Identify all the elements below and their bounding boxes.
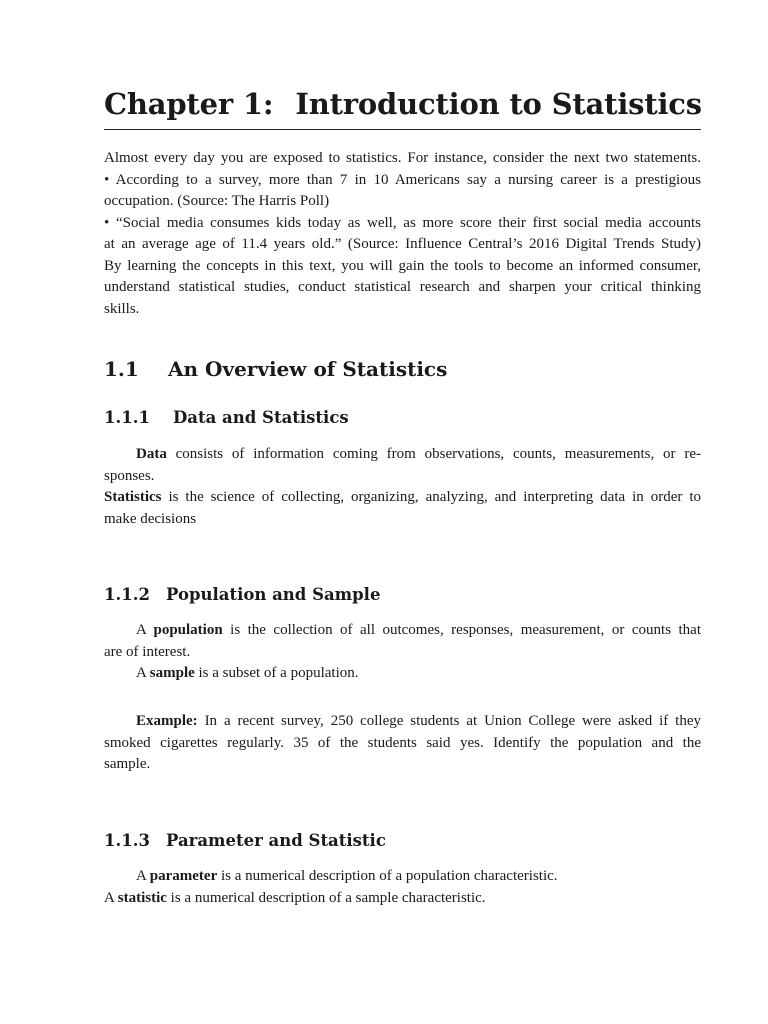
- definition-line: [104, 888, 701, 910]
- term-statistics: Statistics: [104, 489, 162, 505]
- term-data: Data: [136, 446, 167, 462]
- population-definition: [104, 620, 701, 685]
- term-statistic: statistic: [117, 889, 167, 906]
- definition-line: sponses.: [104, 467, 155, 484]
- subsection-heading: [104, 829, 386, 853]
- definition-text: A: [136, 868, 150, 884]
- definition-text: is a numerical description of a population characteristic.: [217, 868, 558, 884]
- example-line: sample.: [104, 756, 151, 772]
- term-parameter: parameter: [149, 868, 218, 884]
- definition-text: is a numerical description of a sample characteristic.: [166, 889, 486, 906]
- intro-line: at an average age of 11.4 years old.” (Source: Influence Central’s 2016 Digital Trends Study): [104, 236, 701, 252]
- definition-text: A: [136, 622, 154, 638]
- definition-text: is the collection of all outcomes, responses, measurement, or counts that: [222, 622, 701, 638]
- term-population: population: [153, 622, 223, 638]
- example-label: Example:: [136, 713, 198, 729]
- subsection-title: Data and Statistics: [173, 408, 349, 427]
- chapter-title-text: Introduction to Statistics: [295, 87, 702, 121]
- definition-line: [104, 866, 701, 888]
- intro-paragraph: [104, 148, 701, 320]
- definition-text: is a subset of a population.: [194, 665, 359, 681]
- data-definition: [104, 444, 701, 530]
- subsection-title: Parameter and Statistic: [166, 831, 386, 850]
- example-paragraph: [104, 711, 701, 776]
- intro-line: understand statistical studies, conduct statistical research and sharpen your critical thinking: [104, 279, 701, 295]
- definition-text: is the science of collecting, organizing, analyzing, and interpreting data in order to: [161, 489, 701, 505]
- definition-line: [104, 487, 701, 509]
- section-heading: [104, 355, 447, 383]
- intro-line: • According to a survey, more than 7 in 10 Americans say a nursing career is a prestigious: [104, 171, 701, 188]
- subsection-number: 1.1.3: [104, 831, 150, 850]
- subsection-heading: [104, 583, 380, 607]
- term-sample: sample: [149, 665, 195, 681]
- definition-text: consists of information coming from observations, counts, measurements, or re-: [166, 446, 701, 462]
- section-number: 1.1: [104, 357, 139, 381]
- definition-line: make decisions: [104, 510, 197, 527]
- intro-line: occupation. (Source: The Harris Poll): [104, 193, 330, 209]
- example-line: [104, 711, 701, 733]
- intro-line: By learning the concepts in this text, you will gain the tools to become an informed consumer,: [104, 257, 701, 274]
- chapter-number: Chapter 1:: [104, 87, 274, 121]
- definition-line: are of interest.: [104, 643, 191, 660]
- intro-line: Almost every day you are exposed to statistics. For instance, consider the next two statements.: [104, 150, 701, 166]
- example-text: In a recent survey, 250 college students at Union College were asked if they: [197, 713, 701, 729]
- subsection-number: 1.1.2: [104, 585, 150, 604]
- title-rule: [104, 129, 701, 130]
- subsection-heading: [104, 406, 349, 430]
- subsection-number: 1.1.1: [104, 408, 150, 427]
- definition-line: [104, 444, 701, 466]
- parameter-definition: [104, 866, 701, 909]
- definition-text: A: [104, 889, 118, 906]
- intro-line: • “Social media consumes kids today as well, as more score their first social media accounts: [104, 214, 701, 231]
- definition-line: [104, 663, 701, 685]
- chapter-title: [104, 84, 701, 124]
- section-title: An Overview of Statistics: [168, 357, 448, 381]
- intro-line: skills.: [104, 300, 140, 317]
- definition-text: A: [136, 665, 150, 681]
- definition-line: [104, 620, 701, 642]
- example-line: smoked cigarettes regularly. 35 of the students said yes. Identify the population and the: [104, 734, 701, 751]
- subsection-title: Population and Sample: [166, 585, 381, 604]
